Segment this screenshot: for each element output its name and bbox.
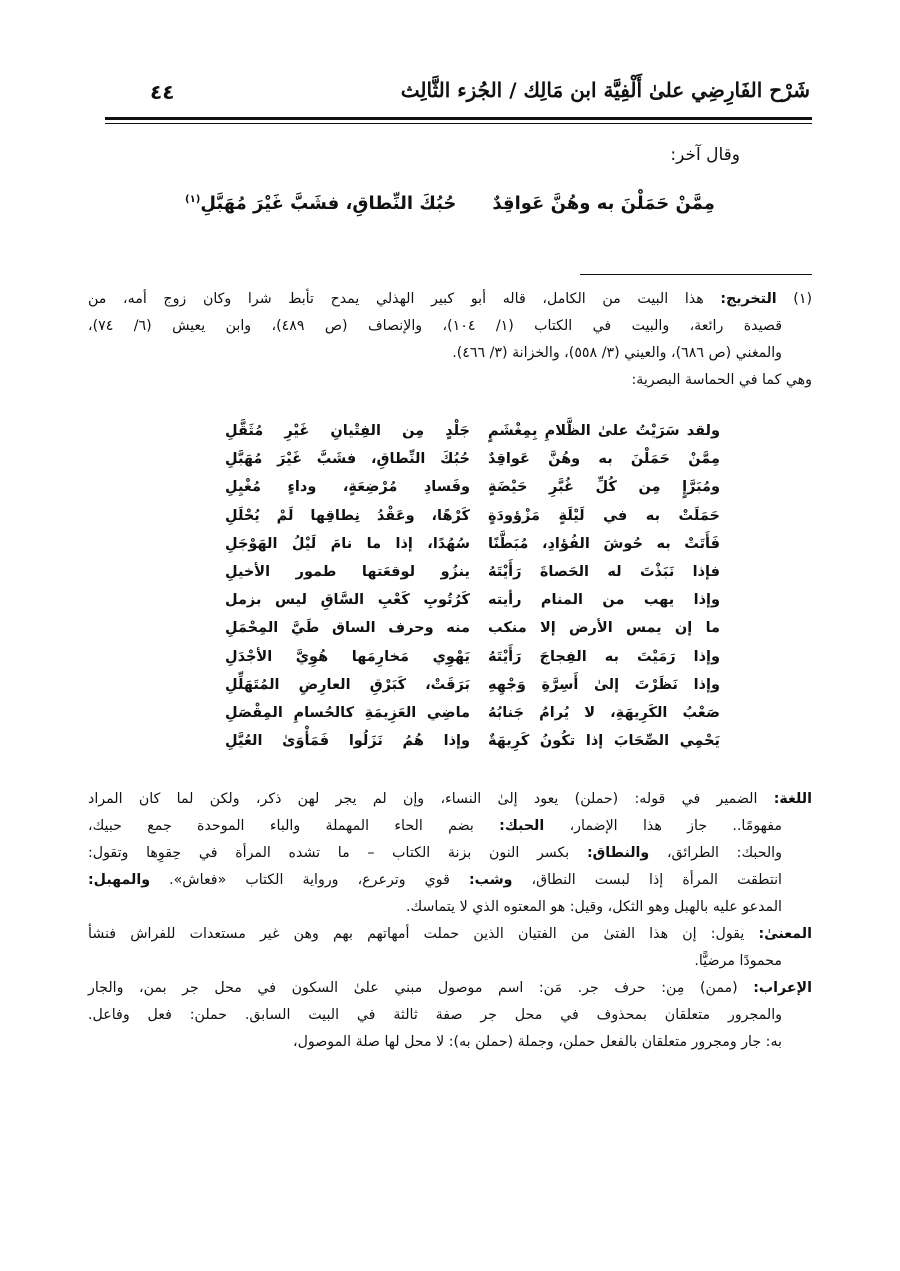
text-segment: هذا البيت من الكامل، قاله أبو كبير الهذلي يمدح تأبط شرا وكان زوج أمه، من xyxy=(88,291,721,307)
commentary-line xyxy=(88,786,812,813)
text-segment: (١) xyxy=(776,291,812,307)
bold-term: الحبك: xyxy=(499,818,545,834)
second-hemistich: ماضِي العَزِيمَةِ كالحُسامِ المِقْصَلِ xyxy=(225,704,470,721)
commentary-line xyxy=(88,840,812,867)
text-segment: والمجرور متعلقان بمحذوف في محل جر صفة ثالثة في البيت السابق. حملن: فعل وفاعل. xyxy=(88,1007,782,1023)
first-hemistich: يَحْمِي الصِّحَابَ إذا تكُونُ كَرِيهَةٌ xyxy=(488,733,720,750)
poem-verse xyxy=(200,451,720,479)
poem-verse xyxy=(200,649,720,677)
verse-second-text: حُبُكَ النِّطاقِ، فشَبَّ غَيْرَ مُهَبَّلِ xyxy=(200,193,457,214)
second-hemistich: كَرُتُوبِ كَعْبِ السَّاقِ ليس بزمل xyxy=(225,592,470,609)
text-segment: المدعو عليه بالهبل وهو الثكل، وقيل: هو المعتوه الذي لا يتماسك. xyxy=(405,899,782,915)
running-header-title: شَرْح الفَارِضِي علىٰ أَلْفِيَّة ابن مَالِك / الجُزء الثَّالِث xyxy=(400,78,810,102)
text-segment: والمغني (ص ٦٨٦)، والعيني (٣/ ٥٥٨)، والخزانة (٣/ ٤٦٦). xyxy=(452,345,782,361)
poem-verse xyxy=(200,677,720,705)
commentary-line xyxy=(88,948,812,975)
poem-verse xyxy=(200,705,720,733)
footnote-line xyxy=(88,367,812,394)
second-hemistich: كَرْهًا، وعَقْدُ نِطاقِها لَمْ يُحْلَلِ xyxy=(225,507,470,524)
main-verse xyxy=(0,193,900,214)
text-segment: يقول: إن هذا الفتىٰ من الفتيان الذين حملت أمهاتهم بهم وهن غير مستعدات للفراش فنشأ xyxy=(88,926,759,942)
second-hemistich: حُبُكَ النِّطاقِ، فشَبَّ غَيْرَ مُهَبَّلِ xyxy=(225,451,470,468)
second-hemistich: بَرَقَتْ، كَبَرْقِ العارِضِ المُتَهَلِّلِ xyxy=(225,676,470,693)
bold-term: التخريج: xyxy=(720,291,777,307)
verse-first-hemistich: مِمَّنْ حَمَلْنَ به وهُنَّ عَواقِدٌ xyxy=(492,193,715,214)
poem-verse xyxy=(200,536,720,564)
first-hemistich: ومُبَرَّإٍ مِن كُلِّ غُبَّرِ حَيْضَةٍ xyxy=(488,479,720,496)
poem xyxy=(200,423,720,761)
first-hemistich: وإذا يهب من المنام رأيته xyxy=(488,592,720,609)
footnote xyxy=(88,286,812,394)
text-segment: قوي وترعرع، ورواية الكتاب «فعاش». xyxy=(150,872,469,888)
footnote-separator xyxy=(580,274,812,275)
bold-term: المعنىٰ: xyxy=(758,926,812,942)
text-segment: مفهومًا.. جاز هذا الإضمار، xyxy=(544,818,782,834)
second-hemistich: وإذا هُمُ نَزَلُوا فَمَأْوَىٰ العُيَّلِ xyxy=(225,733,470,750)
text-segment: محمودًا مرضيًّا. xyxy=(694,953,782,969)
commentary-line xyxy=(88,1002,812,1029)
first-hemistich: وإذا نَظَرْتَ إلىٰ أَسِرَّةِ وَجْهِهِ xyxy=(488,676,720,693)
first-hemistich: فإذا نَبَذْتَ له الحَصاةَ رَأَيْتَهُ xyxy=(488,563,720,580)
text-segment: (ممن) مِن: حرف جر. مَن: اسم موصول مبني علىٰ السكون في محل جر بمن، والجار xyxy=(88,980,754,996)
second-hemistich: منه وحرف الساق طَيَّ المِحْمَلِ xyxy=(225,620,470,637)
page-number: ٤٤ xyxy=(150,80,175,104)
poem-verse xyxy=(200,733,720,761)
commentary-line xyxy=(88,867,812,894)
commentary-line xyxy=(88,1029,812,1056)
commentary-line xyxy=(88,921,812,948)
header-rule-thick xyxy=(105,117,812,120)
bold-term: والمهبل: xyxy=(88,872,151,888)
first-hemistich: صَعْبُ الكَرِيهَةِ، لا يُرامُ جَنابُهُ xyxy=(488,704,720,721)
text-segment: وهي كما في الحماسة البصرية: xyxy=(631,372,812,388)
text-segment: بضم الحاء المهملة والباء الموحدة جمع حبيك، xyxy=(88,818,500,834)
footnote-line xyxy=(88,313,812,340)
poem-verse xyxy=(200,592,720,620)
commentary-line xyxy=(88,894,812,921)
text-segment: والحبك: الطرائق، xyxy=(649,845,782,861)
second-hemistich: ينزُو لوقعَتها طمور الأخيلِ xyxy=(225,563,470,580)
footnote-line xyxy=(88,340,812,367)
commentary-line xyxy=(88,975,812,1002)
intro-line: وقال آخر: xyxy=(670,145,740,165)
header-rule-thin xyxy=(105,123,812,124)
first-hemistich: مِمَّنْ حَمَلْنَ به وهُنَّ عَواقِدٌ xyxy=(488,451,720,468)
text-segment: انتطقت المرأة إذا لبست النطاق، xyxy=(512,872,782,888)
poem-verse xyxy=(200,423,720,451)
footnote-ref[interactable]: (١) xyxy=(185,194,201,205)
poem-verse xyxy=(200,508,720,536)
text-segment: قصيدة رائعة، والبيت في الكتاب (١/ ١٠٤)، والإنصاف (ص ٤٨٩)، وابن يعيش (٦/ ٧٤)، xyxy=(88,318,782,334)
first-hemistich: ولقد سَرَيْتُ علىٰ الظَّلامِ بِمِغْشَمٍ xyxy=(488,423,720,439)
commentary xyxy=(88,786,812,1056)
second-hemistich: سُهُدًا، إذا ما نامَ لَيْلُ الهَوْجَلِ xyxy=(225,535,470,552)
first-hemistich: وإذا رَمَيْتَ به الفِجاجَ رَأَيْتَهُ xyxy=(488,648,720,665)
footnote-line xyxy=(88,286,812,313)
commentary-line xyxy=(88,813,812,840)
second-hemistich: يَهْوِي مَخارِمَها هُوِيَّ الأجْدَلِ xyxy=(225,648,470,665)
poem-verse xyxy=(200,479,720,507)
bold-term: اللغة: xyxy=(773,791,812,807)
second-hemistich: جَلْدٍ مِن الفِتْيانِ غَيْرِ مُثَقَّلِ xyxy=(225,423,470,439)
text-segment: بكسر النون بزنة الكتاب – ما تشده المرأة في حِقوِها وتقول: xyxy=(88,845,587,861)
first-hemistich: حَمَلَتْ به في لَيْلَةٍ مَزْؤودَةٍ xyxy=(488,507,720,524)
bold-term: الإعراب: xyxy=(753,980,812,996)
verse-second-hemistich xyxy=(185,193,456,214)
first-hemistich: فَأَتَتْ به حُوشَ الفُؤادِ، مُبَطَّنًا xyxy=(488,535,720,552)
first-hemistich: ما إن يمس الأرض إلا منكب xyxy=(488,620,720,637)
poem-verse xyxy=(200,564,720,592)
poem-verse xyxy=(200,620,720,648)
bold-term: والنطاق: xyxy=(586,845,650,861)
text-segment: الضمير في قوله: (حملن) يعود إلىٰ النساء، وإن لم يجر لهن ذكر، ولكن لما كان المراد xyxy=(88,791,774,807)
text-segment: به: جار ومجرور متعلقان بالفعل حملن، وجملة (حملن به): لا محل لها صلة الموصول، xyxy=(293,1034,782,1050)
second-hemistich: وفَسادِ مُرْضِعَةٍ، وداءٍ مُغْيِلِ xyxy=(225,479,470,496)
bold-term: وشب: xyxy=(469,872,513,888)
